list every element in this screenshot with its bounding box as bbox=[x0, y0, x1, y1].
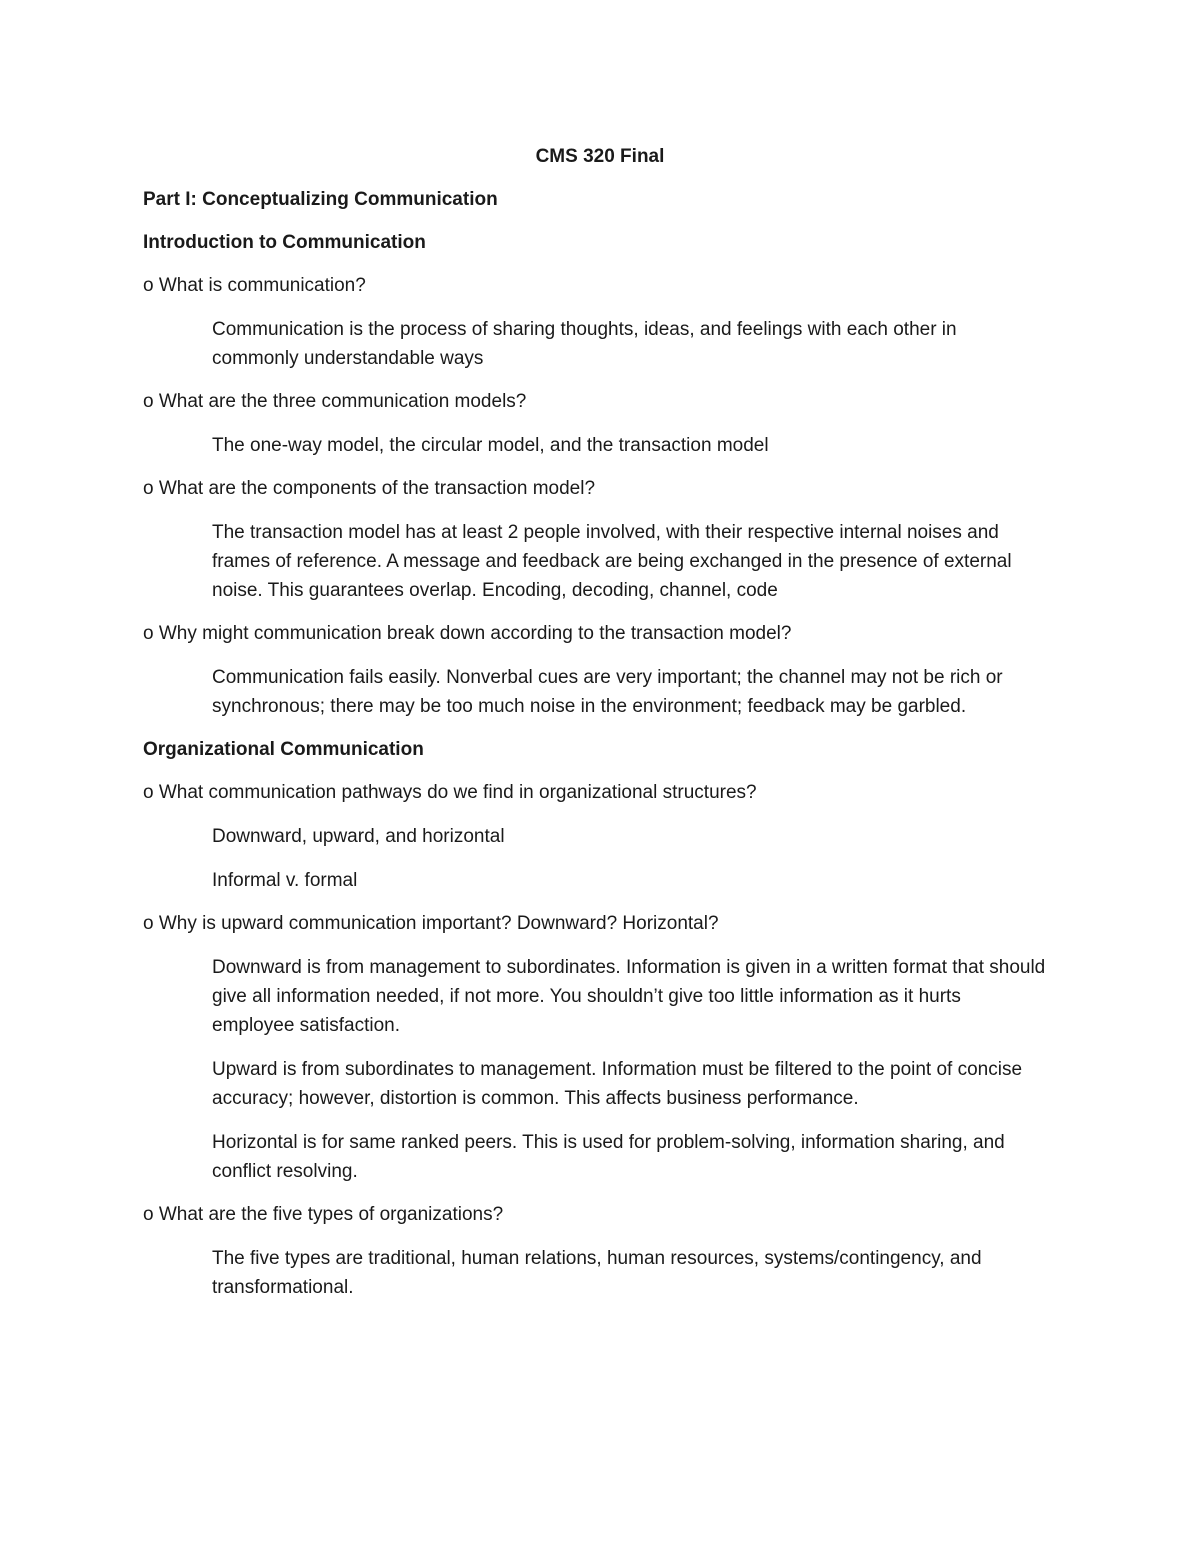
answer-paragraph: Horizontal is for same ranked peers. This is used for problem-solving, information sharing, and conflict resolving. bbox=[212, 1132, 1005, 1182]
answer-paragraph: Downward, upward, and horizontal bbox=[212, 826, 505, 847]
part-heading: Part I: Conceptualizing Communication bbox=[143, 189, 498, 210]
question-item: o What is communication? bbox=[143, 275, 366, 296]
question-item: o Why is upward communication important? Downward? Horizontal? bbox=[143, 913, 719, 934]
section-introduction bbox=[143, 229, 1048, 721]
question-item: o What are the components of the transaction model? bbox=[143, 478, 596, 499]
section-organizational bbox=[143, 736, 1048, 1302]
answer-paragraph: Upward is from subordinates to management. Information must be filtered to the point of concise accuracy; however, distortion is common. This affects business performance. bbox=[212, 1059, 1023, 1109]
answer-paragraph: Informal v. formal bbox=[212, 870, 358, 891]
section-heading: Introduction to Communication bbox=[143, 232, 426, 253]
answer-paragraph: Communication is the process of sharing thoughts, ideas, and feelings with each other in commonly understandable ways bbox=[212, 319, 957, 369]
answer-paragraph: The one-way model, the circular model, and the transaction model bbox=[212, 435, 769, 456]
question-item: o Why might communication break down according to the transaction model? bbox=[143, 623, 792, 644]
document-title: CMS 320 Final bbox=[535, 146, 665, 167]
answer-paragraph: The five types are traditional, human relations, human resources, systems/contingency, and transformational. bbox=[212, 1248, 982, 1298]
document-body bbox=[143, 186, 1048, 1317]
answer-paragraph: The transaction model has at least 2 people involved, with their respective internal noises and frames of reference. A message and feedback are being exchanged in the presence of external noise. This guarantees overlap. Encoding, decoding, channel, code bbox=[212, 522, 1012, 601]
section-heading: Organizational Communication bbox=[143, 739, 424, 760]
question-item: o What are the five types of organizations? bbox=[143, 1204, 504, 1225]
question-item: o What communication pathways do we find in organizational structures? bbox=[143, 782, 757, 803]
question-item: o What are the three communication models? bbox=[143, 391, 527, 412]
answer-paragraph: Communication fails easily. Nonverbal cues are very important; the channel may not be rich or synchronous; there may be too much noise in the environment; feedback may be garbled. bbox=[212, 667, 1003, 717]
answer-paragraph: Downward is from management to subordinates. Information is given in a written format that should give all information needed, if not more. You shouldn’t give too little information as it hurts employee satisfaction. bbox=[212, 957, 1046, 1036]
